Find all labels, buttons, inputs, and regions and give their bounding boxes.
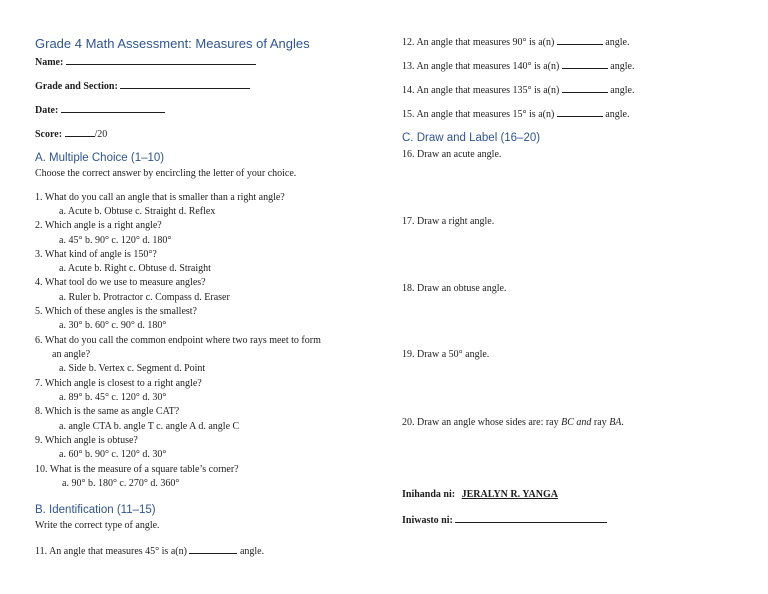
section-a-heading: A. Multiple Choice (1–10) <box>35 152 165 164</box>
choices-1: a. Acute b. Obtuse c. Straight d. Reflex <box>59 206 216 217</box>
question-1: 1. What do you call an angle that is smaller than a right angle? <box>35 192 285 203</box>
question-2: 2. Which angle is a right angle? <box>35 220 162 231</box>
checked-by-label: Iniwasto ni: <box>402 515 453 526</box>
name-field[interactable] <box>35 55 256 69</box>
answer-blank-14[interactable] <box>562 83 608 93</box>
draw-item-20: 20. Draw an angle whose sides are: ray BC and ray BA. <box>402 417 624 428</box>
question-4: 4. What tool do we use to measure angles? <box>35 277 206 288</box>
grade-section-blank[interactable] <box>120 79 250 89</box>
section-b-heading: B. Identification (11–15) <box>35 504 156 516</box>
choices-7: a. 89° b. 45° c. 120° d. 30° <box>59 392 167 403</box>
choices-9: a. 60° b. 90° c. 120° d. 30° <box>59 449 167 460</box>
checked-by-blank[interactable] <box>455 513 607 523</box>
choices-5: a. 30° b. 60° c. 90° d. 180° <box>59 320 167 331</box>
date-field[interactable] <box>35 103 165 117</box>
section-c-heading: C. Draw and Label (16–20) <box>402 132 541 144</box>
draw-item-16: 16. Draw an acute angle. <box>402 149 502 160</box>
prepared-by-label: Inihanda ni: <box>402 489 456 500</box>
score-blank[interactable] <box>65 127 95 137</box>
grade-section-field[interactable] <box>35 79 250 93</box>
answer-blank-13[interactable] <box>562 59 608 69</box>
page-title: Grade 4 Math Assessment: Measures of Angles <box>35 36 310 51</box>
section-a-instruction: Choose the correct answer by encircling the letter of your choice. <box>35 168 297 179</box>
identification-item-13: 13. An angle that measures 140° is a(n) angle. <box>402 61 635 72</box>
checked-by[interactable] <box>402 513 607 527</box>
answer-blank-15[interactable] <box>557 107 603 117</box>
prepared-by-name: JERALYN R. YANGA <box>461 489 558 500</box>
section-b-instruction: Write the correct type of angle. <box>35 520 160 531</box>
question-5: 5. Which of these angles is the smallest? <box>35 306 197 317</box>
question-8: 8. Which is the same as angle CAT? <box>35 406 180 417</box>
draw-item-17: 17. Draw a right angle. <box>402 216 495 227</box>
choices-3: a. Acute b. Right c. Obtuse d. Straight <box>59 263 211 274</box>
choices-4: a. Ruler b. Protractor c. Compass d. Eraser <box>59 292 230 303</box>
score-total: /20 <box>94 129 108 140</box>
choices-10: a. 90° b. 180° c. 270° d. 360° <box>62 478 180 489</box>
question-6-continued: an angle? <box>52 349 91 360</box>
score-label: Score: <box>35 129 63 140</box>
draw-item-18: 18. Draw an obtuse angle. <box>402 283 507 294</box>
identification-item-12: 12. An angle that measures 90° is a(n) angle. <box>402 37 630 48</box>
question-7: 7. Which angle is closest to a right angle? <box>35 378 202 389</box>
identification-item-11: 11. An angle that measures 45° is a(n) angle. <box>35 546 265 557</box>
grade-section-label: Grade and Section: <box>35 81 118 92</box>
choices-8: a. angle CTA b. angle T c. angle A d. angle C <box>59 421 240 432</box>
question-6: 6. What do you call the common endpoint where two rays meet to form <box>35 335 321 346</box>
choices-2: a. 45° b. 90° c. 120° d. 180° <box>59 235 172 246</box>
question-9: 9. Which angle is obtuse? <box>35 435 138 446</box>
score-field[interactable] <box>35 127 107 141</box>
date-blank[interactable] <box>61 103 165 113</box>
date-label: Date: <box>35 105 59 116</box>
name-blank[interactable] <box>66 55 256 65</box>
draw-item-19: 19. Draw a 50° angle. <box>402 349 490 360</box>
identification-item-14: 14. An angle that measures 135° is a(n) angle. <box>402 85 635 96</box>
identification-item-15: 15. An angle that measures 15° is a(n) angle. <box>402 109 630 120</box>
question-3: 3. What kind of angle is 150°? <box>35 249 157 260</box>
name-label: Name: <box>35 57 64 68</box>
question-10: 10. What is the measure of a square table’s corner? <box>35 464 239 475</box>
choices-6: a. Side b. Vertex c. Segment d. Point <box>59 363 206 374</box>
answer-blank-11[interactable] <box>189 544 237 554</box>
prepared-by <box>402 489 558 501</box>
answer-blank-12[interactable] <box>557 35 603 45</box>
